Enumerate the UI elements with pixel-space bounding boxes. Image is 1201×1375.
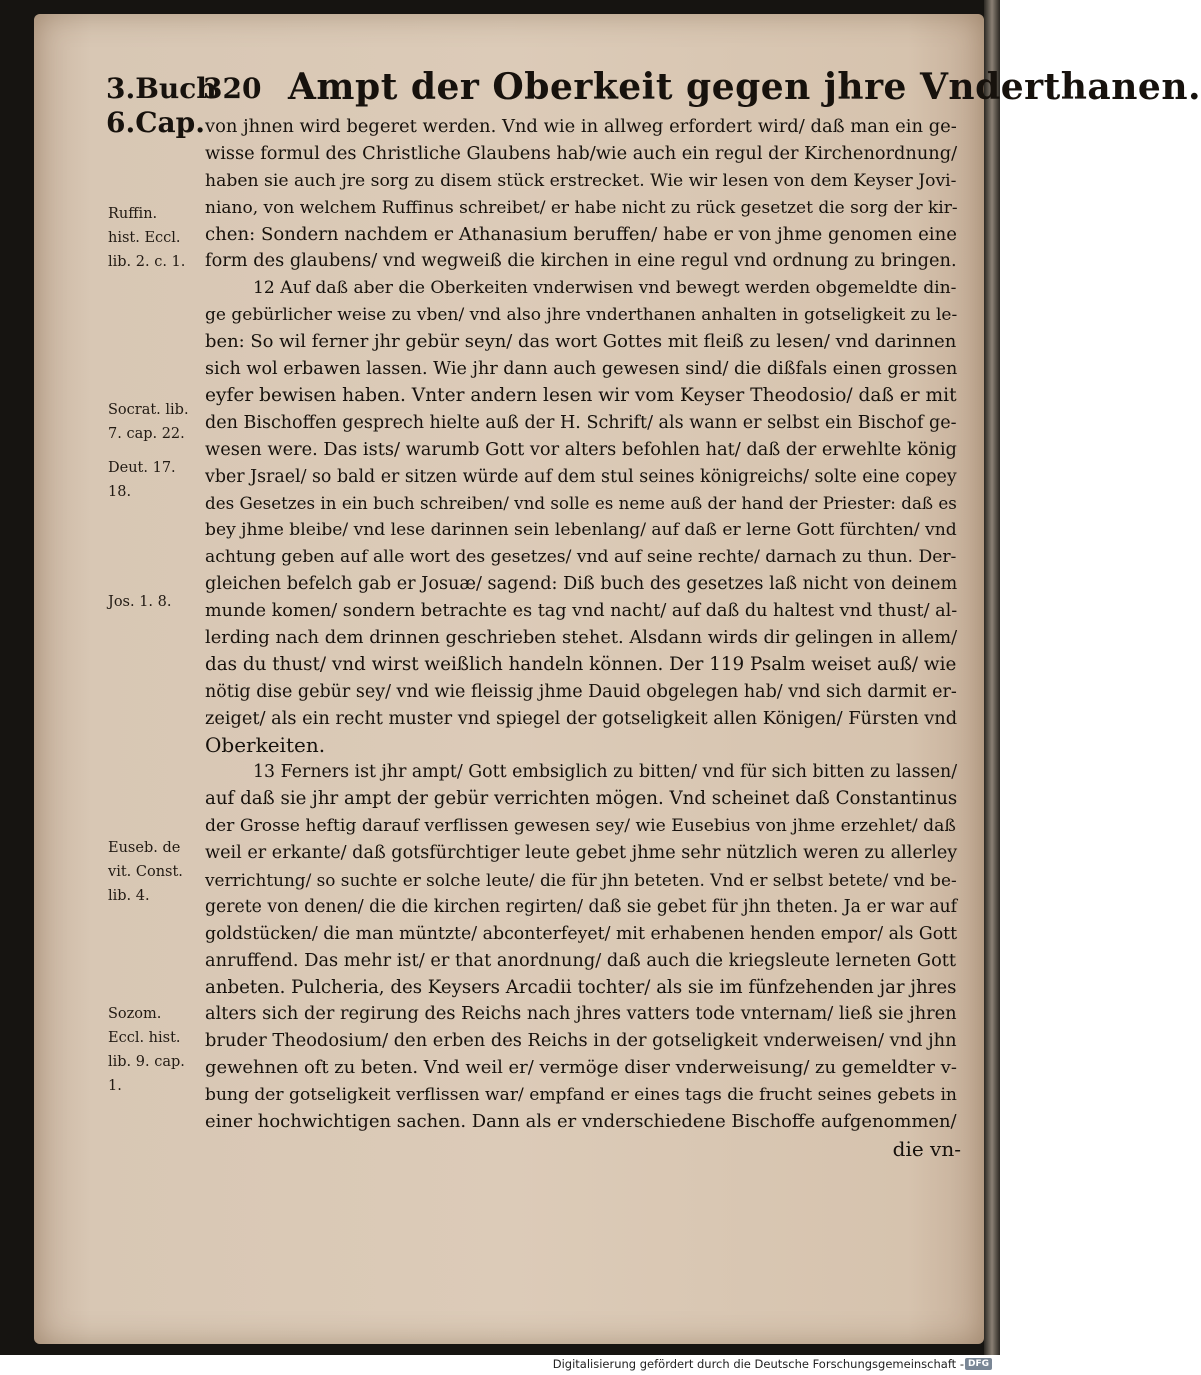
text-line: 12 Auf daß aber die Oberkeiten vnderwisen vnd bewegt werden obgemeldte din- bbox=[253, 278, 957, 299]
body-text bbox=[205, 114, 961, 1163]
dfg-logo: DFG bbox=[965, 1358, 992, 1370]
text-line: goldstücken/ die man müntzte/ abconterfeyet/ mit erhabenen henden empor/ als Gott bbox=[205, 923, 958, 944]
text-line: vber Jsrael/ so bald er sitzen würde auf dem stul seines königreichs/ solte eine copey bbox=[205, 466, 957, 487]
text-line: achtung geben auf alle wort des gesetzes/ vnd auf seine rechte/ darnach zu thun. Der- bbox=[205, 547, 957, 568]
text-line: ge gebürlicher weise zu vben/ vnd also jhre vnderthanen anhalten in gotseligkeit zu le- bbox=[205, 305, 958, 326]
text-line: gewehnen oft zu beten. Vnd weil er/ vermöge diser vnderweisung/ zu gemeldter v- bbox=[205, 1057, 957, 1079]
marginal-note: Jos. 1. 8. bbox=[108, 594, 172, 610]
text-line: von jhnen wird begeret werden. Vnd wie in allweg erfordert wird/ daß man ein ge- bbox=[205, 116, 957, 137]
text-line: den Bischoffen gesprech hielte auß der H. Schrift/ als wann er selbst ein Bischof ge- bbox=[205, 412, 957, 433]
text-line: zeiget/ als ein recht muster vnd spiegel der gotseligkeit allen Königen/ Fürsten vnd bbox=[205, 708, 958, 729]
running-title: Ampt der Oberkeit gegen jhre Vnderthanen. bbox=[288, 66, 1201, 108]
text-line: bung der gotseligkeit verflissen war/ empfand er eines tags die frucht seines gebets in bbox=[205, 1085, 957, 1106]
marginal-note: Sozom. Eccl. hist. lib. 9. cap. 1. bbox=[108, 1006, 185, 1094]
text-line: anruffend. Das mehr ist/ er that anordnung/ daß auch die kriegsleute lerneten Gott bbox=[205, 949, 957, 971]
text-line: 13 Ferners ist jhr ampt/ Gott embsiglich zu bitten/ vnd für sich bitten zu lassen/ bbox=[253, 762, 958, 783]
text-line: weil er erkante/ daß gotsfürchtiger leute gebet jhme sehr nützlich weren zu allerley bbox=[205, 843, 958, 864]
text-line: verrichtung/ so suchte er solche leute/ die für jhn beteten. Vnd er selbst betete/ vnd be- bbox=[205, 869, 957, 890]
text-line: wesen were. Das ists/ warumb Gott vor alters befohlen hat/ daß der erwehlte könig bbox=[205, 439, 957, 460]
text-line: alters sich der regirung des Reichs nach jhres vatters tode vnternam/ ließ sie jhren bbox=[205, 1003, 957, 1025]
text-line: des Gesetzes in ein buch schreiben/ vnd solle es neme auß der hand der Priester: daß es bbox=[205, 493, 957, 514]
text-line: gleichen befelch gab er Josuæ/ sagend: Diß buch des gesetzes laß nicht von deinem bbox=[205, 574, 958, 595]
scan-edge-strip bbox=[984, 0, 1000, 1355]
text-line: wisse formul des Christliche Glaubens hab/wie auch ein regul der Kirchenordnung/ bbox=[205, 143, 958, 164]
text-line: gerete von denen/ die die kirchen regirten/ daß sie gebet für jhn theten. Ja er war auf bbox=[205, 896, 958, 917]
text-line: nötig dise gebür sey/ vnd wie fleissig jhme Dauid obgelegen hab/ vnd sich darmit er- bbox=[205, 681, 957, 702]
text-line: bruder Theodosium/ den erben des Reichs in der gotseligkeit vnderweisen/ vnd jhn bbox=[205, 1030, 957, 1052]
text-line: eyfer bewisen haben. Vnter andern lesen wir vom Keyser Theodosio/ daß er mit bbox=[205, 384, 957, 406]
page-number: 320 bbox=[203, 72, 262, 105]
text-line: ben: So wil ferner jhr gebür seyn/ das wort Gottes mit fleiß zu lesen/ vnd darinnen bbox=[205, 331, 957, 353]
marginal-note: Deut. 17. 18. bbox=[108, 460, 176, 500]
text-line: chen: Sondern nachdem er Athanasium beruffen/ habe er von jhme genomen eine bbox=[205, 223, 957, 245]
catchword: die vn- bbox=[892, 1136, 961, 1161]
text-line: das du thust/ vnd wirst weißlich handeln können. Der 119 Psalm weiset auß/ wie bbox=[205, 653, 957, 675]
text-line: einer hochwichtigen sachen. Dann als er vnderschiedene Bischoffe aufgenommen/ bbox=[205, 1110, 957, 1132]
text-line: der Grosse heftig darauf verflissen gewesen sey/ wie Eusebius von jhme erzehlet/ daß bbox=[205, 816, 956, 837]
digitization-credit: Digitalisierung gefördert durch die Deutsche Forschungsgemeinschaft - bbox=[552, 1357, 964, 1371]
text-line: lerding nach dem drinnen geschrieben stehet. Alsdann wirds dir gelingen in allem/ bbox=[205, 626, 958, 648]
text-line: auf daß sie jhr ampt der gebür verrichten mögen. Vnd scheinet daß Constantinus bbox=[205, 788, 958, 810]
text-line: haben sie auch jre sorg zu disem stück erstrecket. Wie wir lesen von dem Keyser Jovi- bbox=[205, 170, 957, 191]
text-line: bey jhme bleibe/ vnd lese darinnen sein lebenlang/ auf daß er lerne Gott fürchten/ vnd bbox=[205, 520, 957, 541]
marginal-note: Euseb. de vit. Const. lib. 4. bbox=[108, 840, 183, 904]
text-line: Oberkeiten. bbox=[205, 733, 326, 758]
chapter-label: 6.Cap. bbox=[106, 106, 205, 139]
book-number: 3.Buch bbox=[106, 72, 217, 105]
marginal-note: Ruffin. hist. Eccl. lib. 2. c. 1. bbox=[108, 206, 186, 270]
marginal-note: Socrat. lib. 7. cap. 22. bbox=[108, 402, 189, 442]
text-line: munde komen/ sondern betrachte es tag vnd nacht/ auf daß du haltest vnd thust/ al- bbox=[205, 601, 958, 622]
text-line: anbeten. Pulcheria, des Keysers Arcadii tochter/ als sie im fünfzehenden jar jhres bbox=[205, 976, 957, 998]
text-line: sich wol erbawen lassen. Wie jhr dann auch gewesen sind/ die dißfals einen grossen bbox=[205, 359, 958, 380]
text-line: form des glaubens/ vnd wegweiß die kirchen in eine regul vnd ordnung zu bringen. bbox=[205, 251, 957, 272]
text-line: niano, von welchem Ruffinus schreibet/ er habe nicht zu rück gesetzet die sorg der kir- bbox=[205, 197, 958, 218]
